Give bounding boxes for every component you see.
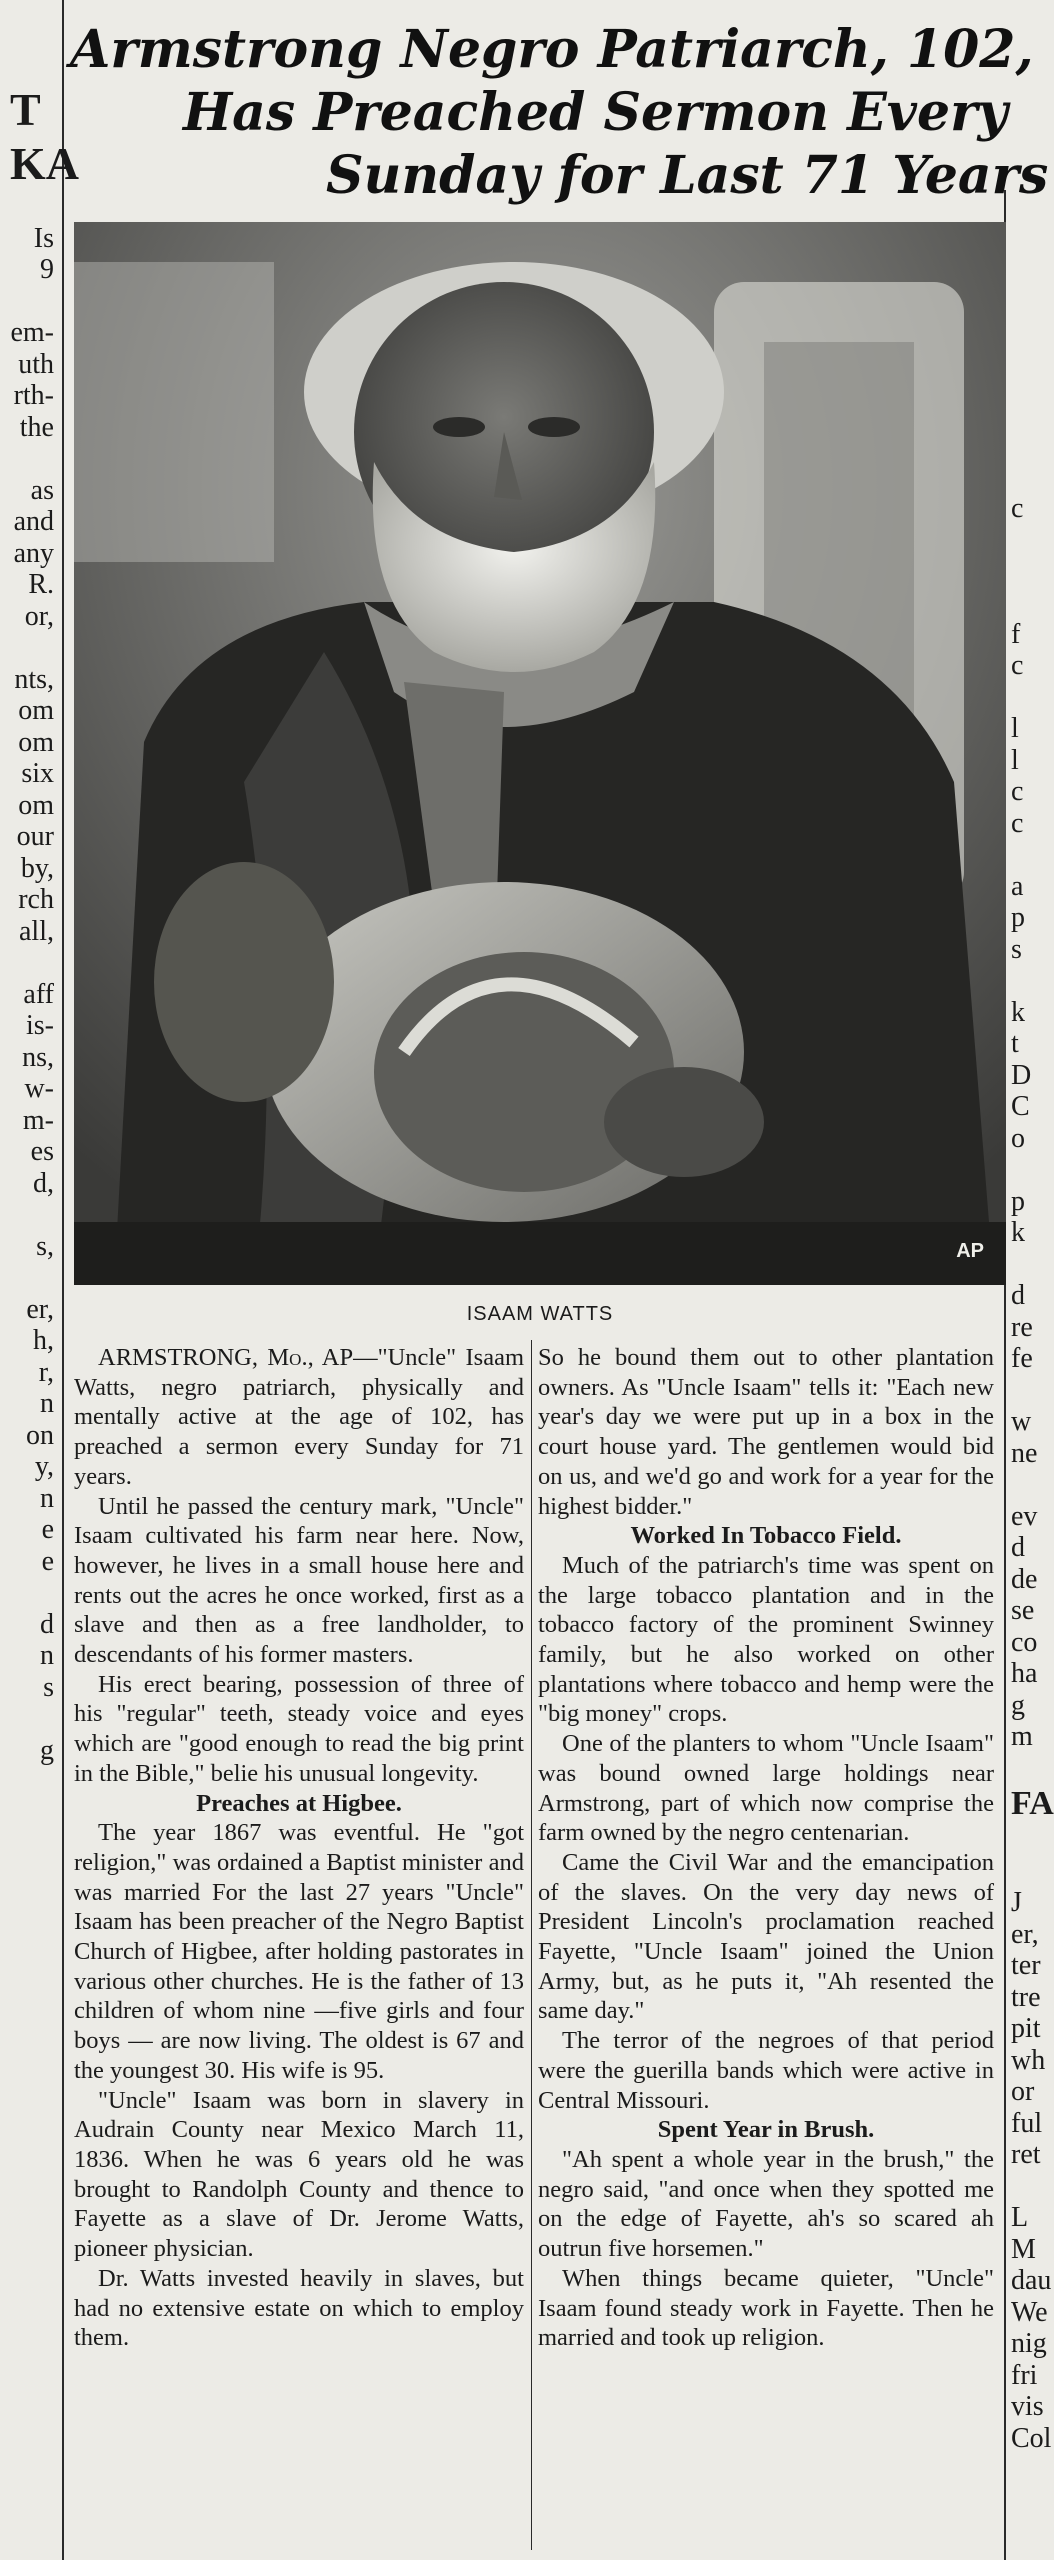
article-column-2	[538, 1343, 994, 2353]
right-fragment-headline: FA	[1011, 1785, 1054, 1822]
article-paragraph: Much of the patriarch's time was spent on the large tobacco plantation and in the tobacco factory of the prominent Swinney family, but he also worked on other plantations where tobacco and hemp were the "big money" crops.	[538, 1551, 994, 1728]
left-column-rule	[62, 0, 64, 2560]
subheading: Preaches at Higbee.	[196, 1789, 402, 1817]
article-paragraph: Dr. Watts invested heavily in slaves, but had no extensive estate on which to employ them.	[74, 2264, 524, 2352]
dateline: ARMSTRONG, Mo., AP—	[98, 1344, 378, 1371]
left-fragment-text: Is 9 em- uth rth- the as and any R. or, nts, om om six om our by, rch all, aff is- ns, w- m- es d, s, er, h, r, n on y, n e e d n s g	[10, 222, 54, 1766]
article-headline	[70, 18, 1049, 207]
article-paragraph: The terror of the negroes of that period were the guerilla bands which were active in Central Missouri.	[538, 2027, 994, 2114]
headline-line-1: Armstrong Negro Patriarch, 102,	[70, 19, 1034, 80]
subheading: Worked In Tobacco Field.	[630, 1522, 902, 1550]
article-paragraph: His erect bearing, possession of three of his "regular" teeth, steady voice and eyes which are "good enough to read the big print in the Bible," belie his unusual longevity.	[74, 1670, 524, 1787]
headline-line-2: Has Preached Sermon Every	[183, 82, 1008, 143]
article-paragraph: ARMSTRONG, Mo., AP—"Uncle" Isaam Watts, negro patriarch, physically and mentally active at the age of 102, has preached a sermon every Sunday for 71 years.	[74, 1344, 524, 1490]
article-paragraph: The year 1867 was eventful. He "got religion," was ordained a Baptist minister and was married For the last 27 years "Uncle" Isaam has been preacher of the Negro Baptist Church of Higbee, after holding pastorates in various other churches. He is the father of 13 children of whom nine —five girls and four boys — are now living. The oldest is 67 and the youngest 30. His wife is 95.	[74, 1819, 524, 2084]
subheading: Spent Year in Brush.	[657, 2116, 875, 2144]
article-column-1	[74, 1343, 524, 2353]
right-fragment-text: c f c l l c c a p s k t D C o p k d re fe w ne ev d de se co ha g m	[1011, 492, 1038, 1752]
article-paragraph: One of the planters to whom "Uncle Isaam" was bound owned large holdings near Armstrong, part of which now comprise the farm owned by the negro centenarian.	[538, 1730, 994, 1847]
photo-caption: ISAAM WATTS	[466, 1303, 614, 1325]
photo-credit: AP	[956, 1240, 984, 1262]
article-paragraph: Came the Civil War and the emancipation of the slaves. On the very day news of President Lincoln's proclamation reached Fayette, "Uncle Isaam" joined the Union Army, but, as he puts it, "Ah resented the same day."	[538, 1848, 994, 2025]
middle-column-rule	[531, 1340, 532, 2550]
portrait-photo	[74, 222, 1006, 1285]
headline-line-3: Sunday for Last 71 Years	[326, 145, 1049, 206]
right-fragment-text-lower: J er, ter tre pit wh or ful ret L M dau We nig fri vis Col	[1011, 1887, 1052, 2454]
article-paragraph: "Ah spent a whole year in the brush," the negro said, "and once when they spotted me on the edge of Fayette, ah's so scared ah outrun five horsemen."	[538, 2145, 994, 2263]
article-paragraph: When things became quieter, "Uncle" Isaam found steady work in Fayette. Then he married and took up religion.	[538, 2264, 994, 2352]
left-fragment-headline: T KA	[10, 84, 79, 189]
right-column-fragment	[1011, 20, 1054, 2486]
left-column-fragment	[0, 20, 79, 1798]
article-paragraph: Until he passed the century mark, "Uncle" Isaam cultivated his farm near here. Now, however, he lives in a small house here and rents out the acres he once worked, first as a slave and then as a free landholder, to descendants of his former masters.	[74, 1492, 524, 1669]
article-paragraph: "Uncle" Isaam was born in slavery in Audrain County near Mexico March 11, 1836. When he was 6 years old he was brought to Randolph County and thence to Fayette as a slave of Dr. Jerome Watts, pioneer physician.	[74, 2086, 524, 2263]
article-paragraph: So he bound them out to other plantation owners. As "Uncle Isaam" tells it: "Each new year's day we were put up in a box in the court house yard. The gentlemen would bid on us, and we'd go and work for a year for the highest bidder."	[538, 1344, 994, 1520]
